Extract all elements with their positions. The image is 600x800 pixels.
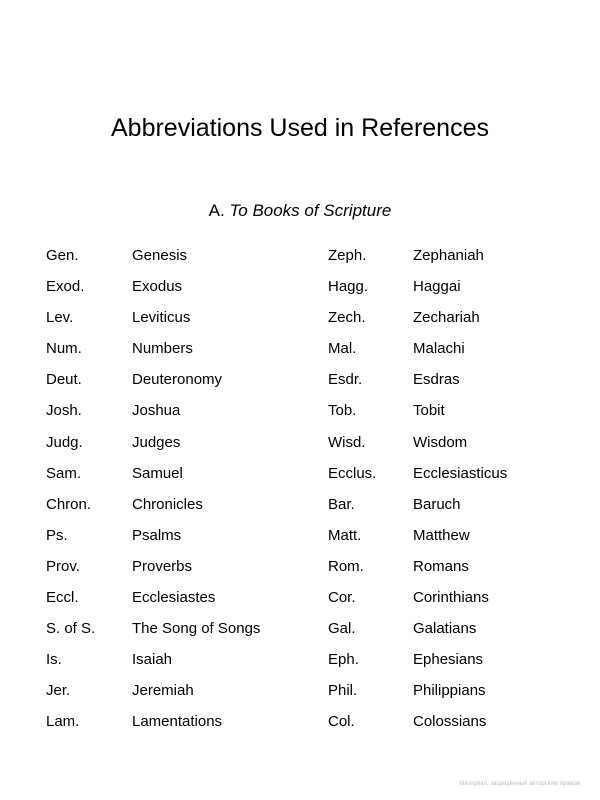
page-title: Abbreviations Used in References: [111, 114, 489, 142]
left-abbreviation: Exod.: [46, 278, 85, 296]
left-abbreviation: Judg.: [46, 433, 83, 451]
left-abbreviation: Jer.: [46, 682, 71, 700]
table-row: [0, 307, 600, 338]
left-book-name: Numbers: [132, 340, 193, 358]
table-row: [0, 649, 600, 680]
table-row: [0, 556, 600, 587]
right-abbreviation: Rom.: [328, 557, 364, 575]
table-row: [0, 587, 600, 618]
right-book-name: Romans: [413, 557, 469, 575]
left-abbreviation: Josh.: [46, 402, 82, 420]
left-book-name: Leviticus: [132, 309, 191, 327]
left-book-name: Exodus: [132, 278, 183, 296]
left-abbreviation: Eccl.: [46, 589, 79, 607]
right-abbreviation: Zech.: [328, 309, 366, 327]
table-row: [0, 400, 600, 431]
right-book-name: Zephaniah: [413, 247, 484, 264]
right-abbreviation: Tob.: [328, 402, 357, 420]
copyright-watermark: Материал, защищённый авторским правом: [459, 781, 580, 787]
table-row: [0, 680, 600, 711]
right-abbreviation: Ecclus.: [328, 464, 377, 482]
section-letter: A.: [208, 201, 225, 220]
left-abbreviation: S. of S.: [46, 620, 96, 638]
left-abbreviation: Is.: [46, 651, 62, 669]
left-book-name: Joshua: [132, 402, 181, 420]
left-book-name: Jeremiah: [132, 682, 194, 700]
right-book-name: Corinthians: [413, 589, 489, 607]
right-book-name: Colossians: [413, 713, 487, 731]
right-book-name: Esdras: [413, 371, 460, 389]
left-book-name: Proverbs: [132, 557, 193, 575]
section-heading: [0, 200, 600, 222]
right-abbreviation: Wisd.: [328, 433, 366, 451]
right-abbreviation: Eph.: [328, 651, 359, 669]
left-book-name: Genesis: [132, 247, 188, 264]
table-row: [0, 525, 600, 556]
left-book-name: Deuteronomy: [132, 371, 223, 389]
table-row: [0, 369, 600, 400]
right-book-name: Ephesians: [413, 651, 484, 669]
left-book-name: Judges: [132, 433, 181, 451]
right-book-name: Zechariah: [413, 309, 480, 327]
left-book-name: Samuel: [132, 464, 183, 482]
left-abbreviation: Lam.: [46, 713, 80, 731]
right-book-name: Ecclesiasticus: [413, 464, 508, 482]
left-abbreviation: Chron.: [46, 495, 92, 513]
abbreviation-table: [0, 245, 600, 743]
right-abbreviation: Gal.: [328, 620, 356, 638]
right-book-name: Baruch: [413, 495, 461, 513]
right-abbreviation: Matt.: [328, 526, 362, 544]
right-abbreviation: Mal.: [328, 340, 357, 358]
left-abbreviation: Sam.: [46, 464, 82, 482]
table-row: [0, 463, 600, 494]
table-row: [0, 245, 600, 276]
left-abbreviation: Ps.: [46, 526, 68, 544]
right-abbreviation: Col.: [328, 713, 355, 731]
left-abbreviation: Lev.: [46, 309, 74, 327]
table-row: [0, 494, 600, 525]
left-book-name: Lamentations: [132, 713, 223, 731]
table-row: [0, 711, 600, 742]
right-abbreviation: Bar.: [328, 495, 355, 513]
right-abbreviation: Cor.: [328, 589, 356, 607]
right-book-name: Galatians: [413, 620, 477, 638]
left-book-name: Isaiah: [132, 651, 173, 669]
section-subtitle: To Books of Scripture: [229, 201, 392, 220]
table-row: [0, 338, 600, 369]
right-book-name: Wisdom: [413, 433, 468, 451]
right-abbreviation: Hagg.: [328, 278, 369, 296]
left-book-name: Ecclesiastes: [132, 589, 216, 607]
left-book-name: The Song of Songs: [132, 620, 261, 638]
right-book-name: Tobit: [413, 402, 445, 420]
right-book-name: Haggai: [413, 278, 461, 296]
left-abbreviation: Deut.: [46, 371, 82, 389]
right-book-name: Philippians: [413, 682, 486, 700]
table-row: [0, 618, 600, 649]
left-abbreviation: Num.: [46, 340, 82, 358]
right-book-name: Matthew: [413, 526, 470, 544]
right-abbreviation: Phil.: [328, 682, 358, 700]
left-abbreviation: Gen.: [46, 247, 79, 264]
right-abbreviation: Esdr.: [328, 371, 363, 389]
left-abbreviation: Prov.: [46, 557, 80, 575]
right-book-name: Malachi: [413, 340, 465, 358]
table-row: [0, 276, 600, 307]
left-book-name: Psalms: [132, 526, 182, 544]
table-row: [0, 432, 600, 463]
left-book-name: Chronicles: [132, 495, 203, 513]
right-abbreviation: Zeph.: [328, 247, 367, 264]
